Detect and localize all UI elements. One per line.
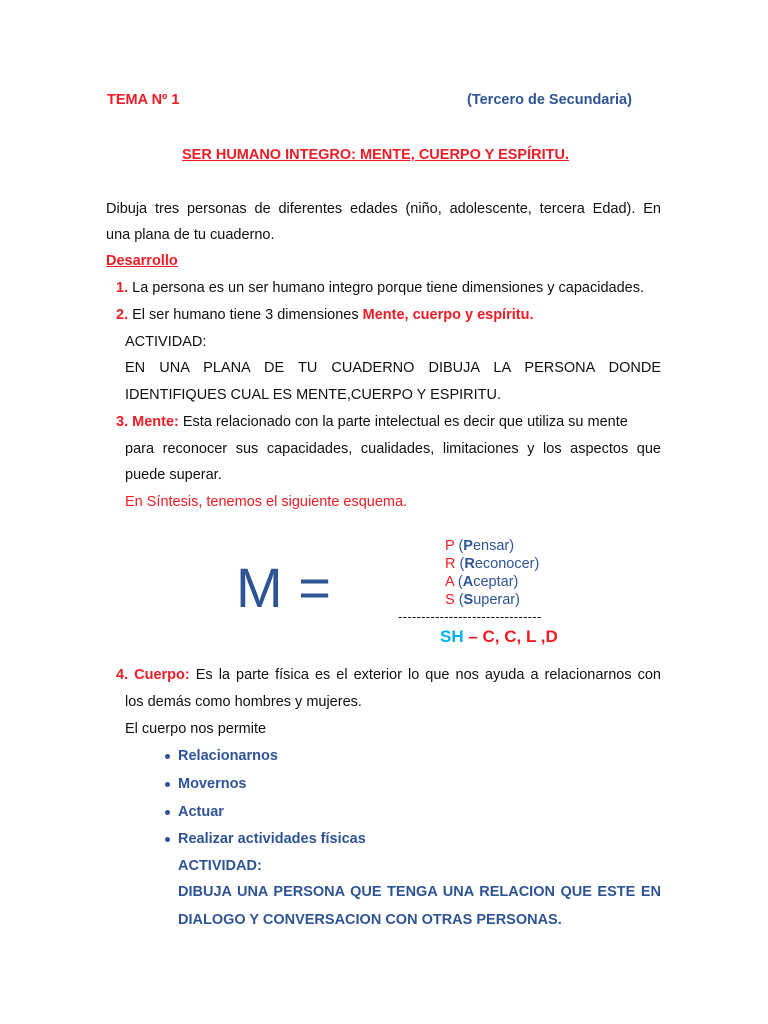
schema-divider: ------------------------------- <box>398 609 542 624</box>
bullet-item: Movernos <box>178 776 247 792</box>
intro-line-1: Dibuja tres personas de diferentes edades (niño, adolescente, tercera Edad). En <box>106 201 661 217</box>
item-3 <box>116 414 628 430</box>
desarrollo-heading: Desarrollo <box>106 253 178 269</box>
item-1 <box>116 280 644 296</box>
item-2-text: El ser humano tiene 3 dimensiones <box>132 307 363 323</box>
item-2 <box>116 307 533 323</box>
schema-letter: S <box>445 592 455 608</box>
bullet-item: Realizar actividades físicas <box>178 831 366 847</box>
schema-letter: R <box>445 556 456 572</box>
actividad-1-line-1: EN UNA PLANA DE TU CUADERNO DIBUJA LA PERSONA DONDE <box>125 360 661 376</box>
intro-line-2: una plana de tu cuaderno. <box>106 227 275 243</box>
actividad-2-label: ACTIVIDAD: <box>178 858 262 874</box>
bullet-dot <box>165 810 170 815</box>
tema-label: TEMA Nº 1 <box>107 92 180 108</box>
bullet-dot <box>165 754 170 759</box>
bullet-dot <box>165 782 170 787</box>
item-2-highlight: Mente, cuerpo y espíritu. <box>362 307 534 323</box>
item-3-line-2: para reconocer sus capacidades, cualidades, limitaciones y los aspectos que <box>125 441 661 457</box>
item-3-line-3: puede superar. <box>125 467 222 483</box>
actividad-2-line-2: DIALOGO Y CONVERSACION CON OTRAS PERSONAS. <box>178 912 562 928</box>
schema-result: SH – C, C, L ,D <box>440 627 558 646</box>
item-3-line-1: Esta relacionado con la parte intelectual es decir que utiliza su mente <box>178 414 628 430</box>
actividad-1-label: ACTIVIDAD: <box>125 334 207 350</box>
bullet-item: Relacionarnos <box>178 748 278 764</box>
item-4-number: 4. <box>116 667 129 683</box>
item-4 <box>116 667 661 683</box>
schema-row-aceptar: A (Aceptar) <box>445 574 519 590</box>
sintesis-text: En Síntesis, tenemos el siguiente esquema. <box>125 494 408 510</box>
bullet-dot <box>165 837 170 842</box>
item-4-line-2: los demás como hombres y mujeres. <box>125 694 362 710</box>
grado-label: (Tercero de Secundaria) <box>467 92 632 108</box>
cuerpo-permite: El cuerpo nos permite <box>125 721 267 737</box>
item-4-term: Cuerpo: <box>134 667 190 683</box>
item-3-term: Mente: <box>132 414 179 430</box>
actividad-2-line-1: DIBUJA UNA PERSONA QUE TENGA UNA RELACION QUE ESTE EN <box>178 884 661 900</box>
bullet-item: Actuar <box>178 804 224 820</box>
actividad-1-line-2: IDENTIFIQUES CUAL ES MENTE,CUERPO Y ESPIRITU. <box>125 387 501 403</box>
schema-formula: M = <box>236 556 331 619</box>
item-2-number: 2. <box>116 307 129 323</box>
schema-row-superar: S (Superar) <box>445 592 520 608</box>
page-title: SER HUMANO INTEGRO: MENTE, CUERPO Y ESPÍRITU. <box>182 147 569 163</box>
schema-letter: A <box>445 574 454 590</box>
item-3-number: 3. <box>116 414 129 430</box>
schema-row-pensar: P (Pensar) <box>445 538 515 554</box>
item-1-number: 1. <box>116 280 129 296</box>
schema-letter: P <box>445 538 455 554</box>
schema-row-reconocer: R (Reconocer) <box>445 556 540 572</box>
item-1-text: La persona es un ser humano integro porque tiene dimensiones y capacidades. <box>132 280 644 296</box>
item-4-line-1: Es la parte física es el exterior lo que nos ayuda a relacionarnos con <box>189 667 661 683</box>
